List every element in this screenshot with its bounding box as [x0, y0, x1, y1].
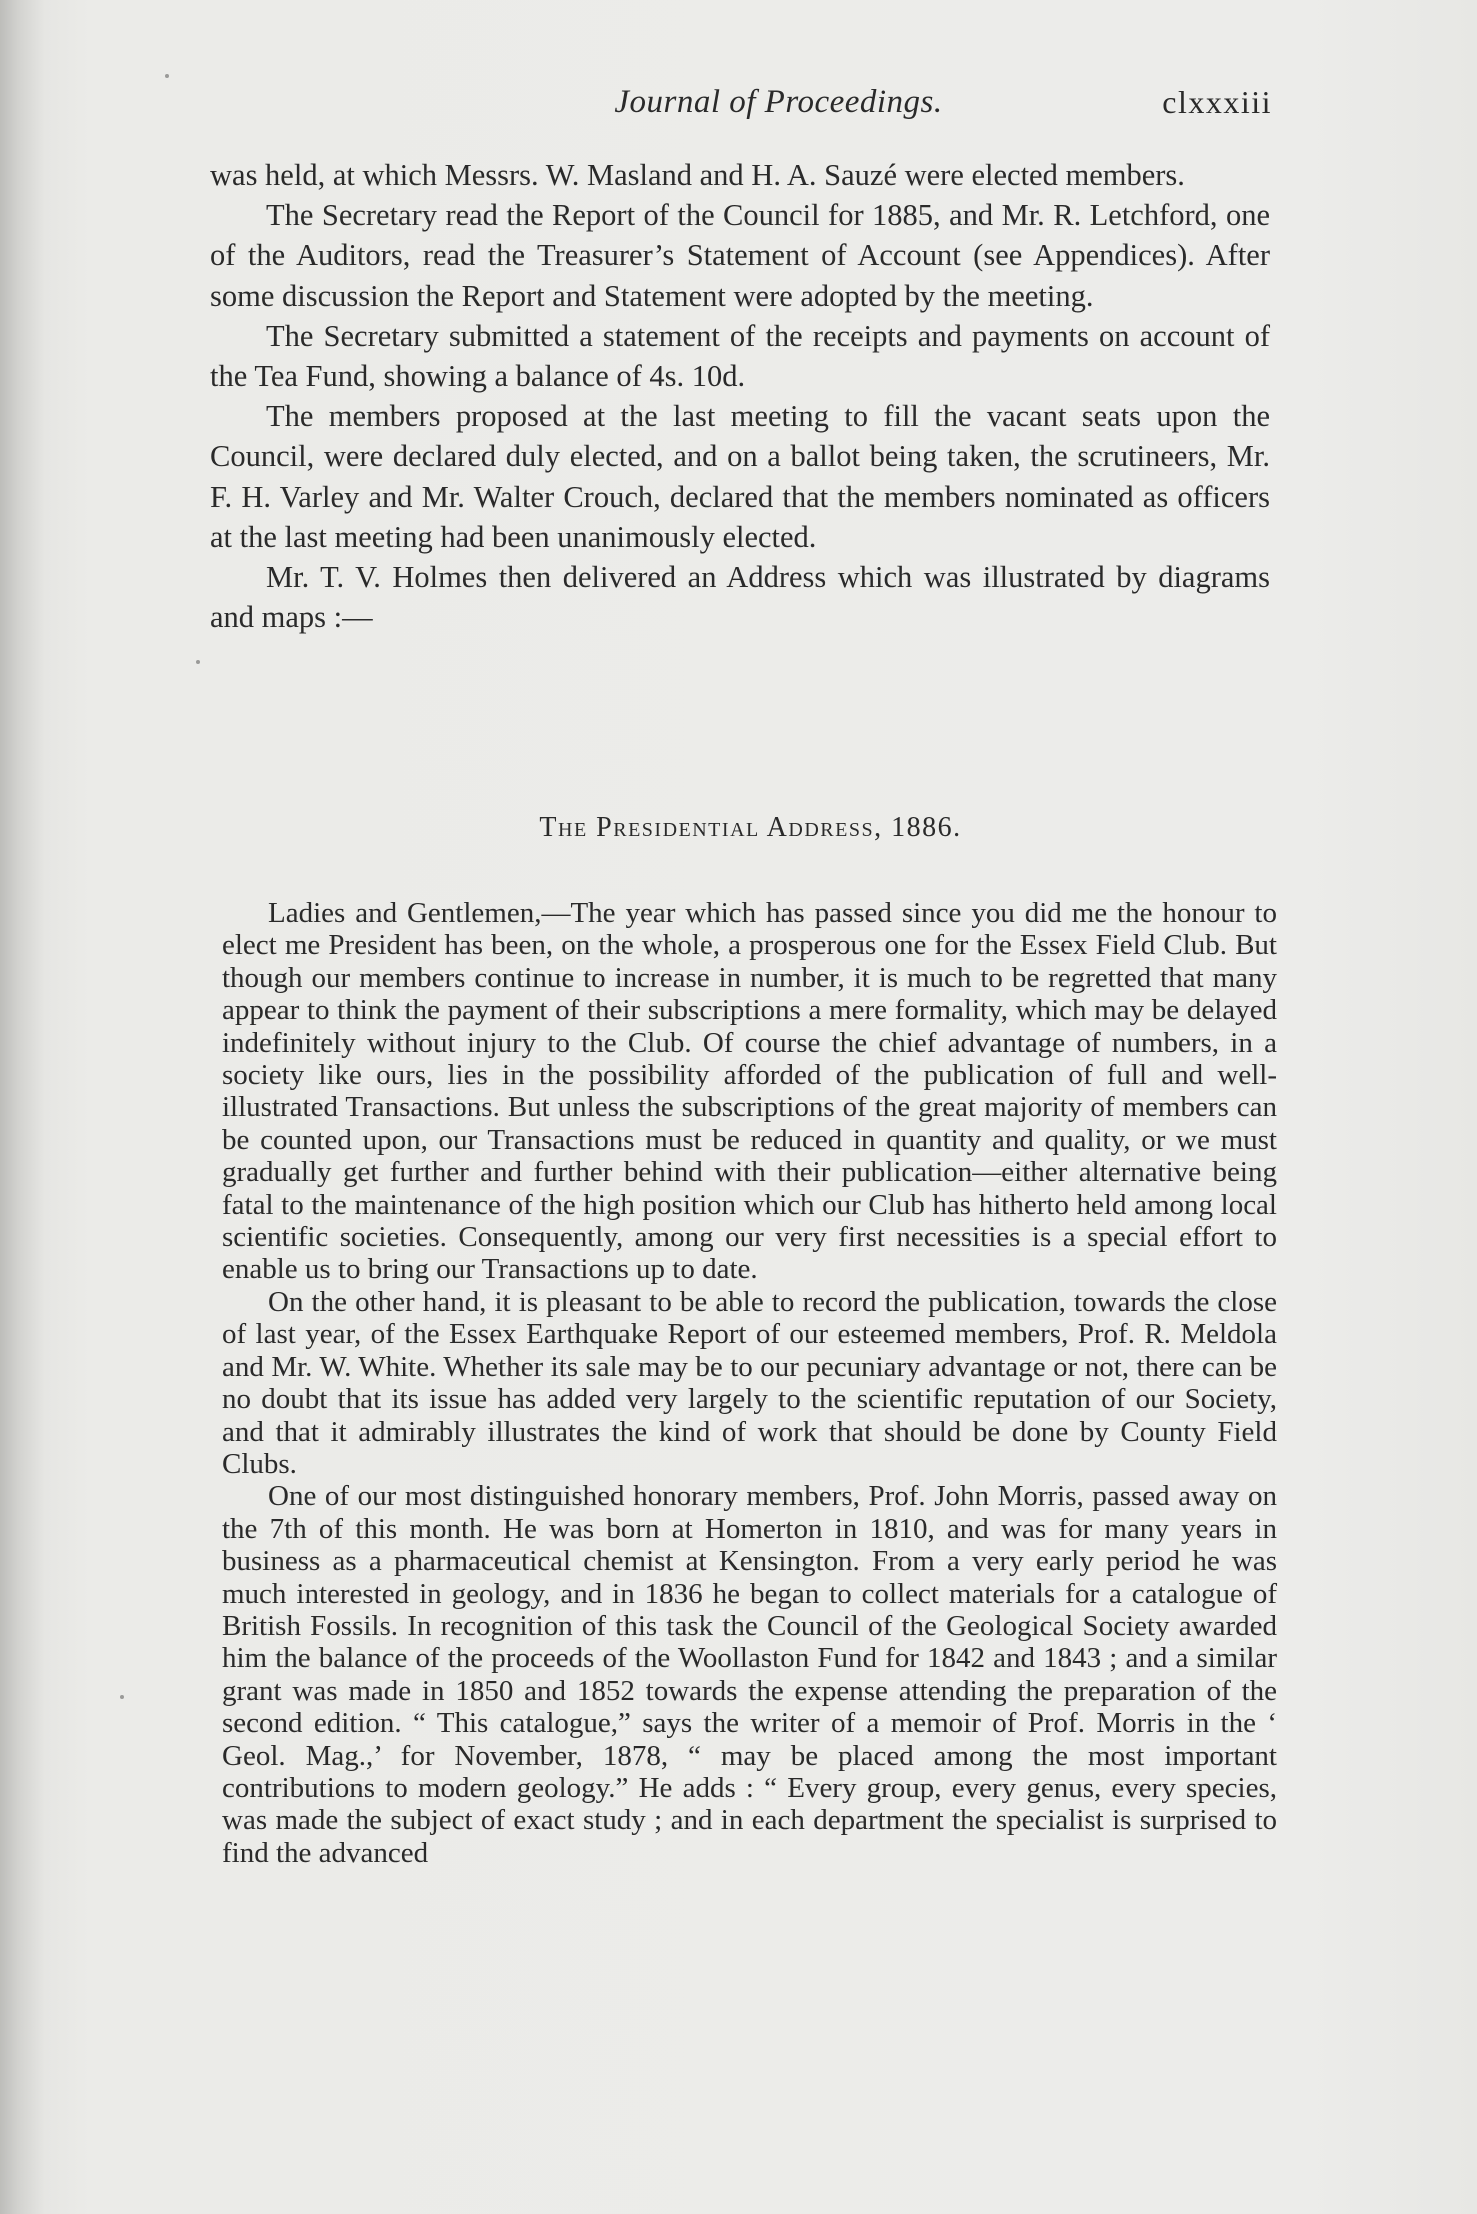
paragraph: The Secretary read the Report of the Council for 1885, and Mr. R. Letchford, one of the Auditors, read the Treasurer’s Statement of Account (see Appendices). After some discussion the Report and Statement were adopted by the meeting.	[210, 198, 1270, 313]
scan-speck	[120, 1695, 124, 1699]
running-title: Journal of Proceedings.	[614, 84, 943, 120]
proceedings-text	[210, 155, 1270, 637]
scan-speck	[196, 660, 200, 664]
page-header	[0, 84, 1477, 134]
paragraph: was held, at which Messrs. W. Masland and H. A. Sauzé were elected members.	[210, 158, 1185, 192]
address-text	[222, 897, 1277, 1869]
page-number: clxxxiii	[1162, 84, 1272, 120]
section-heading: The Presidential Address, 1886.	[539, 812, 962, 843]
paragraph: Ladies and Gentlemen,—The year which has passed since you did me the honour to elect me President has been, on the whole, a prosperous one for the Essex Field Club. But though our members continue to increase in number, it is much to be regretted that many appear to think the payment of their subscriptions a mere formality, which may be delayed indefinitely without injury to the Club. Of course the chief advantage of numbers, in a society like ours, lies in the possibility afforded of the publication of full and well-illustrated Transactions. But unless the subscriptions of the great majority of members can be counted upon, our Transactions must be reduced in quantity and quality, or we must gradually get further and further behind with their publication—either alternative being fatal to the maintenance of the high position which our Club has hitherto held among local scientific societies. Consequently, among our very first necessities is a special effort to enable us to bring our Transactions up to date.	[222, 897, 1277, 1286]
paragraph: One of our most distinguished honorary members, Prof. John Morris, passed away on the 7th of this month. He was born at Homerton in 1810, and was for many years in business as a pharmaceutical chemist at Kensington. From a very early period he was much interested in geology, and in 1836 he began to collect materials for a catalogue of British Fossils. In recognition of this task the Council of the Geological Society awarded him the balance of the proceeds of the Woollaston Fund for 1842 and 1843 ; and a similar grant was made in 1850 and 1852 towards the expense attending the preparation of the second edition. “ This catalogue,” says the writer of a memoir of Prof. Morris in the ‘ Geol. Mag.,’ for November, 1878, “ may be placed among the most important contributions to modern geology.” He adds : “ Every group, every genus, every species, was made the subject of exact study ; and in each department the specialist is surprised to find the advanced	[222, 1480, 1277, 1869]
paragraph: Mr. T. V. Holmes then delivered an Address which was illustrated by diagrams and maps :—	[210, 560, 1270, 635]
scan-speck	[165, 74, 169, 78]
paragraph: The members proposed at the last meeting to fill the vacant seats upon the Council, were declared duly elected, and on a ballot being taken, the scrutineers, Mr. F. H. Varley and Mr. Walter Crouch, declared that the members nominated as officers at the last meeting had been unanimously elected.	[210, 399, 1270, 554]
paragraph: The Secretary submitted a statement of the receipts and payments on account of the Tea Fund, showing a balance of 4s. 10d.	[210, 318, 1270, 394]
paragraph: On the other hand, it is pleasant to be able to record the publication, towards the close of last year, of the Essex Earthquake Report of our esteemed members, Prof. R. Meldola and Mr. W. White. Whether its sale may be to our pecuniary advantage or not, there can be no doubt that its issue has added very largely to the scientific reputation of our Society, and that it admirably illustrates the kind of work that should be done by County Field Clubs.	[222, 1285, 1277, 1480]
